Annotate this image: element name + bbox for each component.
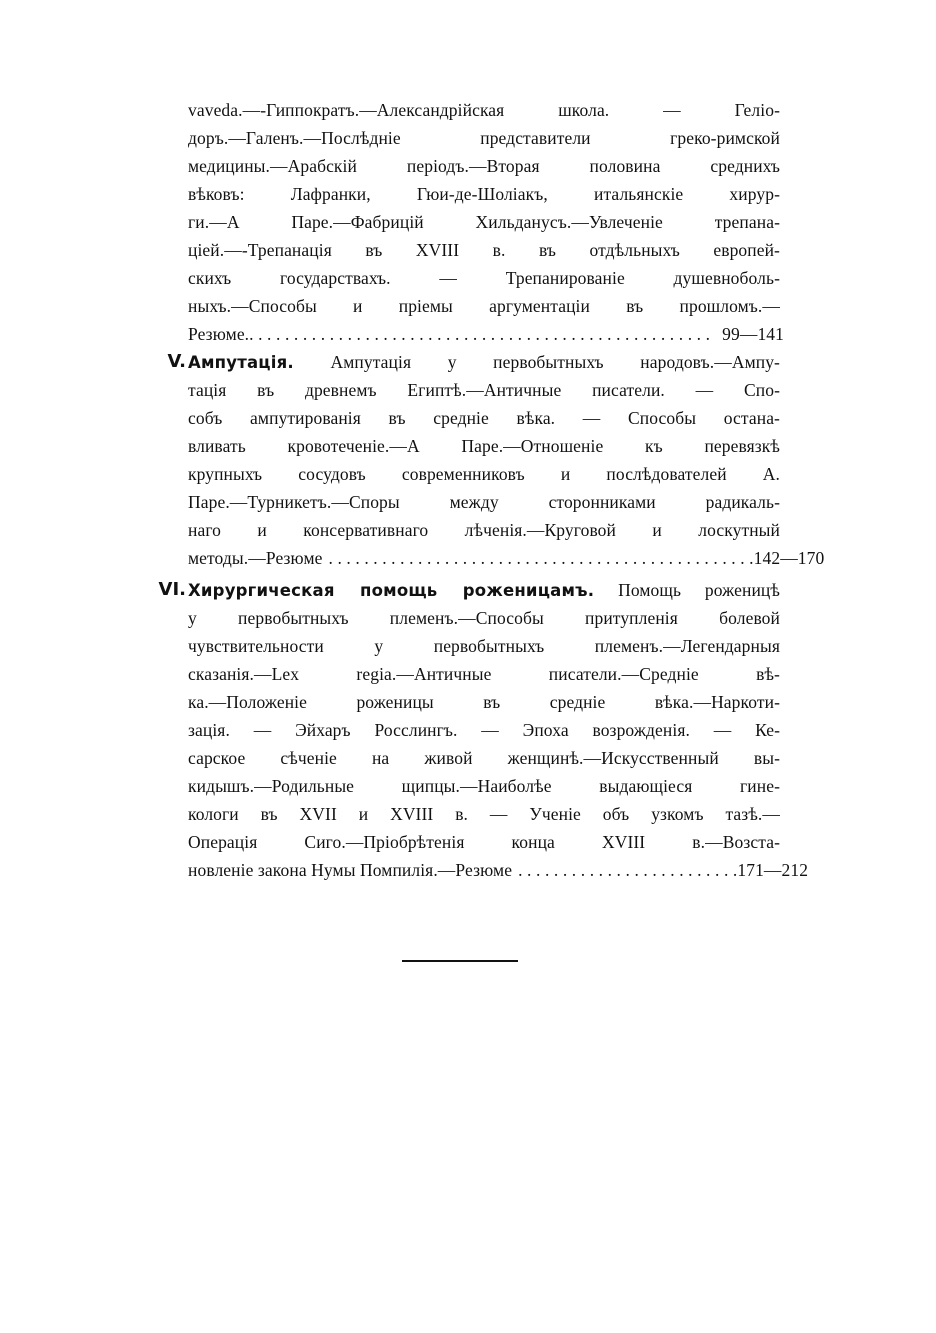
leader-dots: . . . . . . . . . . . . . . . . . . . . . . . . . . . . . . . . . . . . . . . . . . . . . . . . [328, 548, 754, 568]
toc-entry-last-line [188, 320, 784, 348]
toc-entry-last-line [188, 544, 825, 572]
resume-label: методы.—Резюме [188, 548, 323, 568]
page-range: 142—170 [753, 548, 825, 568]
text-line: Парe.—Турникетъ.—Споры между сторонниками радикаль- [188, 492, 780, 512]
text-line: у первобытныхъ племенъ.—Способы притупленія болевой [188, 608, 780, 628]
text-line: наго и консервативнаго лѣченія.—Круговой и лоскутный [188, 520, 780, 540]
text-line: vaveda.—-Гиппократъ.—Александрійская школа. — Геліо- [188, 100, 780, 120]
section-heading: Ампутація. [188, 353, 294, 372]
leader-dots: . . . . . . . . . . . . . . . . . . . . . . . . . . . . . . . . . . . . . . . . . . . . . . . . . . . . [249, 324, 711, 344]
text-line: кидышъ.—Родильные щипцы.—Наиболѣе выдающіеся гине- [188, 776, 780, 796]
section-heading: Хирургическая помощь роженицамъ. [188, 581, 595, 600]
text-line: ка.—Положеніе роженицы въ средніе вѣка.—Наркоти- [188, 692, 780, 712]
text-line: ціей.—-Трепанація въ XVIII в. въ отдѣльныхъ европей- [188, 240, 780, 260]
section-number: VI. [158, 579, 186, 600]
text-line: сарское сѣченіе на живой женщинѣ.—Искусственный вы- [188, 748, 780, 768]
text-line: тація въ древнемъ Египтѣ.—Античные писатели. — Спо- [188, 380, 780, 400]
section-heading-line [188, 576, 780, 604]
text-line: собъ ампутированія въ средніе вѣка. — Способы остана- [188, 408, 780, 428]
heading-line-text: Ампутація у первобытныхъ народовъ.—Ампу- [293, 352, 780, 372]
text-line: крупныхъ сосудовъ современниковъ и послѣдователей А. [188, 464, 780, 484]
text-line: вѣковъ: Лафранки, Гюи-де-Шоліакъ, итальянскіе хирур- [188, 184, 780, 204]
text-line: ги.—А Парe.—Фабрицій Хильданусъ.—Увлеченіе трепана- [188, 212, 780, 232]
section-number: V. [167, 351, 186, 372]
resume-label: Резюме. [188, 324, 250, 344]
text-line: Операція Сиго.—Пріобрѣтенія конца XVIII в.—Возста- [188, 832, 780, 852]
text-line: скихъ государствахъ. — Трепанированіе душевноболь- [188, 268, 780, 288]
page-range: 99—141 [722, 324, 784, 344]
text-line: сказанія.—Lex regia.—Античные писатели.—Средніе вѣ- [188, 664, 780, 684]
resume-label: новленіе закона Нумы Помпилія.—Резюме [188, 860, 513, 880]
text-line: чувствительности у первобытныхъ племенъ.—Легендарныя [188, 636, 780, 656]
text-line: ныхъ.—Способы и пріемы аргументаціи въ прошломъ.— [188, 296, 780, 316]
text-line: медицины.—Арабскій періодъ.—Вторая половина среднихъ [188, 156, 780, 176]
section-heading-line [188, 348, 780, 376]
page-range: 171—212 [737, 860, 809, 880]
text-line: вливать кровотеченіе.—А Парe.—Отношеніе къ перевязкѣ [188, 436, 780, 456]
end-rule [402, 960, 518, 962]
heading-line-text: Помощь роженицѣ [594, 580, 780, 600]
toc-entry-last-line [188, 856, 809, 884]
text-line: зація. — Эйхаръ Росслингъ. — Эпоха возрожденія. — Ке- [188, 720, 780, 740]
text-line: доръ.—Галенъ.—Послѣдніе представители греко-римской [188, 128, 780, 148]
leader-dots: . . . . . . . . . . . . . . . . . . . . . . . . . [518, 860, 738, 880]
text-line: кологи въ XVII и XVIII в. — Ученіе объ узкомъ тазѣ.— [188, 804, 780, 824]
